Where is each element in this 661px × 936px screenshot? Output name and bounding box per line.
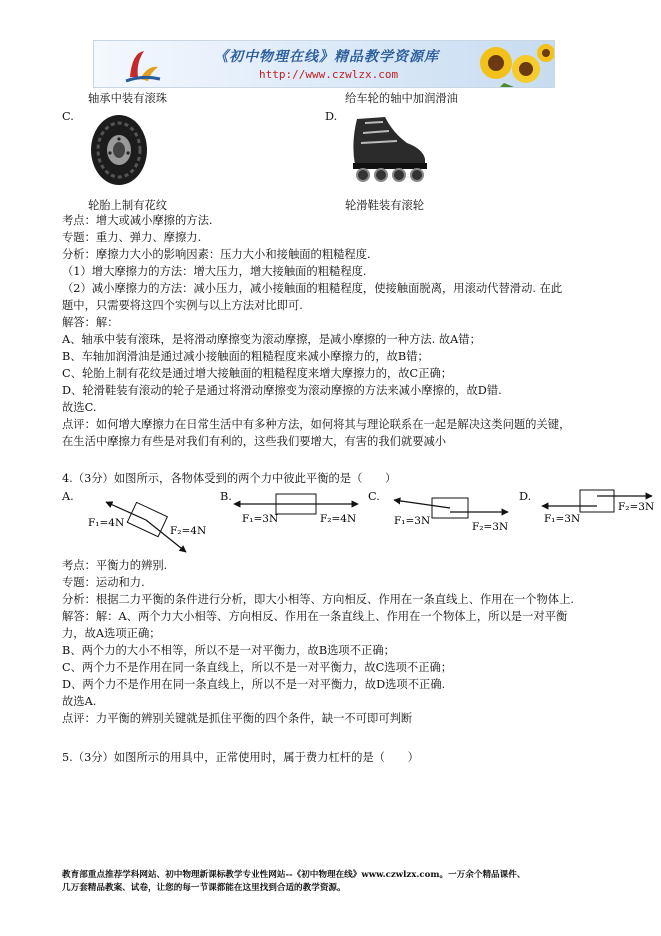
q4-option-c-diagram [392,496,512,536]
q4-a-f2: F₂=4N [170,525,207,537]
q4-option-d-diagram [540,486,655,526]
q4-option-a-diagram [78,494,218,560]
q4-line: B、两个力的大小不相等，所以不是一对平衡力，故B选项不正确； [62,644,395,657]
q4-option-b-diagram [232,492,362,528]
option-label-c: C. [62,110,74,123]
q3-line: （2）减小摩擦力的方法：减小压力，减小接触面的粗糙程度，使接触面脱离，用滚动代替滑动. 在此 [62,282,563,295]
header-banner [93,40,555,88]
q4-d-f1: F₁=3N [544,513,581,525]
q3-line: 考点：增大或减小摩擦的方法. [62,214,213,227]
q4-line: 专题：运动和力. [62,576,145,589]
site-logo [122,45,162,83]
q4-option-c-label: C. [368,490,380,503]
q3-analysis [62,212,570,450]
sunflower-decoration [474,43,554,87]
q4-analysis [62,557,574,727]
caption-d: 轮滑鞋装有滚轮 [345,199,425,212]
q4-b-f1: F₁=3N [242,513,279,525]
q3-line: 解答：解： [62,316,119,329]
banner-url: http://www.czwlzx.com [259,68,399,81]
q3-line: 故选C. [62,401,97,414]
q4-c-f2: F₂=3N [472,521,509,533]
q4-line: C、两个力不是作用在同一条直线上，所以不是一对平衡力，故C选项不正确； [62,661,453,674]
q4-option-d-label: D. [519,490,532,503]
caption-c: 轮胎上制有花纹 [88,199,168,212]
q4-line: 故选A. [62,695,97,708]
q3-line: 题中，只需要将这四个实例与以上方法对比即可. [62,299,303,312]
caption-a: 轴承中装有滚珠 [88,92,168,105]
q4-line: 解答：解：A、两个力大小相等、方向相反、作用在一条直线上、作用在一个物体上，所以是一对平衡 [62,610,568,623]
option-label-d: D. [325,110,338,123]
q4-option-a-label: A. [62,490,74,503]
q3-line: 专题：重力、弹力、摩擦力. [62,231,202,244]
q4-b-f2: F₂=4N [320,513,357,525]
q4-d-f2: F₂=3N [618,501,655,513]
q4-a-f1: F₁=4N [88,517,125,529]
q3-line: B、车轴加润滑油是通过减小接触面的粗糙程度来减小摩擦力的，故B错； [62,350,429,363]
q4-option-b-label: B. [220,490,232,503]
q3-line: 在生活中摩擦力有些是对我们有利的，这些我们要增大，有害的我们就要减小 [62,435,447,448]
q5-stem: 5.（3分）如图所示的用具中，正常使用时，属于费力杠杆的是（ ） [62,751,419,764]
q3-line: C、轮胎上制有花纹是通过增大接触面的粗糙程度来增大摩擦力的，故C正确； [62,367,453,380]
q3-line: D、轮滑鞋装有滚动的轮子是通过将滑动摩擦变为滚动摩擦的方法来减小摩擦的，故D错. [62,384,502,397]
banner-title: 《初中物理在线》精品教学资源库 [214,49,439,65]
q3-line: A、轴承中装有滚珠，是将滑动摩擦变为滚动摩擦，是减小摩擦的一种方法. 故A错； [62,333,481,346]
footer-line-2: 几万套精品教案、试卷，让您的每一节课都能在这里找到合适的教学资源。 [62,883,346,893]
q4-line: D、两个力不是作用在同一条直线上，所以不是一对平衡力，故D选项不正确. [62,678,446,691]
roller-skate-image [345,113,430,183]
q3-line: 点评：如何增大摩擦力在日常生活中有多种方法，如何将其与理论联系在一起是解决这类问题的关键， [62,418,571,431]
q4-line: 点评：力平衡的辨别关键就是抓住平衡的四个条件，缺一不可即可判断 [62,712,413,725]
q3-line: 分析：摩擦力大小的影响因素：压力大小和接触面的粗糙程度. [62,248,371,261]
q4-stem: 4.（3分）如图所示，各物体受到的两个力中彼此平衡的是（ ） [62,472,397,485]
footer-line-1: 教育部重点推荐学科网站、初中物理新课标教学专业性网站--《初中物理在线》www.czwlzx.com。一万余个精品课件、 [62,870,526,880]
tire-image [88,113,150,187]
q4-c-f1: F₁=3N [394,515,431,527]
q4-line: 分析：根据二力平衡的条件进行分析，即大小相等、方向相反、作用在一条直线上、作用在一个物体上. [62,593,574,606]
q4-line: 力，故A选项正确； [62,627,161,640]
q3-line: （1）增大摩擦力的方法：增大压力，增大接触面的粗糙程度. [62,265,367,278]
caption-b: 给车轮的轴中加润滑油 [345,92,458,105]
q4-line: 考点：平衡力的辨别. [62,559,168,572]
